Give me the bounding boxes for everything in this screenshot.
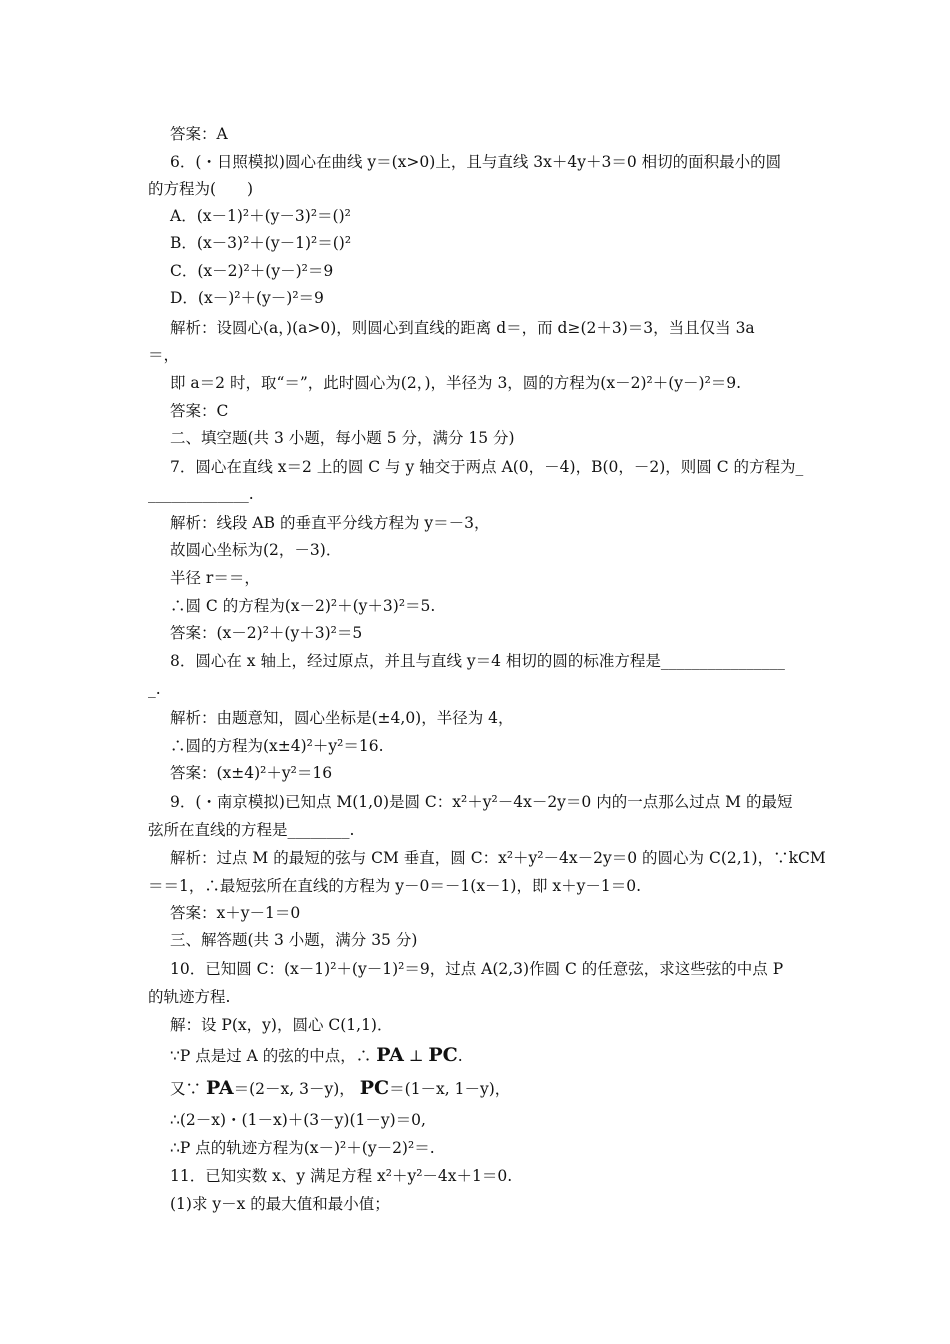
q7-line1: 7．圆心在直线 x＝2 上的圆 C 与 y 轴交于两点 A(0，－4)，B(0，－2)，则圆 C 的方程为_ (170, 458, 804, 476)
q7-line2: _____________. (148, 485, 254, 503)
q7-analysis-line4: ∴圆 C 的方程为(x－2)²＋(y＋3)²＝5. (170, 597, 436, 615)
q10-line2: 的轨迹方程. (148, 988, 231, 1006)
answer-7: 答案：(x－2)²＋(y＋3)²＝5 (170, 624, 363, 642)
vector-pa-2: PA (205, 1077, 234, 1099)
q8-line2: _. (148, 680, 161, 698)
q6-option-b: B．(x－3)²＋(y－1)²＝()² (170, 234, 352, 252)
q10-solution-line4: ∴(2－x)・(1－x)＋(3－y)(1－y)＝0, (170, 1111, 426, 1129)
answer-6: 答案：C (170, 402, 229, 420)
q8-analysis-line2: ∴圆的方程为(x±4)²＋y²＝16. (170, 737, 384, 755)
section-2-heading: 二、填空题(共 3 小题，每小题 5 分，满分 15 分) (170, 429, 515, 447)
q6-line2: 的方程为( ) (148, 180, 254, 198)
q9-line2: 弦所在直线的方程是________. (148, 821, 355, 839)
q10-solution-line5: ∴P 点的轨迹方程为(x－)²＋(y－2)²＝. (170, 1139, 435, 1157)
q7-analysis-line1: 解析：线段 AB 的垂直平分线方程为 y＝－3， (170, 514, 490, 532)
q7-analysis-line2: 故圆心坐标为(2，－3)． (170, 541, 342, 559)
q9-analysis-line1: 解析：过点 M 的最短的弦与 CM 垂直，圆 C：x²＋y²－4x－2y＝0 的圆心为 C(2,1)，∵kCM (170, 849, 826, 867)
vector-pc: PC (428, 1044, 458, 1066)
vector-pa: PA (376, 1044, 404, 1066)
answer-9: 答案：x＋y－1＝0 (170, 904, 301, 922)
q6-analysis-line1: 解析：设圆心(a，)(a>0)，则圆心到直线的距离 d＝，而 d≥(2＋3)＝3，当且仅当 3a (170, 319, 755, 337)
q10-line1: 10．已知圆 C：(x－1)²＋(y－1)²＝9，过点 A(2,3)作圆 C 的任意弦，求这些弦的中点 P (170, 960, 784, 978)
q10-solution-line3 (170, 1078, 510, 1099)
q9-analysis-line2: ＝＝1，∴最短弦所在直线的方程为 y－0＝－1(x－1)，即 x＋y－1＝0. (148, 877, 642, 895)
q11-part1: (1)求 y－x 的最大值和最小值； (170, 1195, 390, 1213)
q7-analysis-line3: 半径 r＝＝， (170, 569, 260, 587)
q10-solution-line3-text: 又∵ (170, 1080, 202, 1098)
q8-line1: 8．圆心在 x 轴上，经过原点，并且与直线 y＝4 相切的圆的标准方程是________________ (170, 652, 785, 670)
q6-option-a: A．(x－1)²＋(y－3)²＝()² (170, 207, 351, 225)
q6-option-c: C．(x－2)²＋(y－)²＝9 (170, 262, 334, 280)
vector-pc-2: PC (359, 1077, 390, 1099)
answer-8: 答案：(x±4)²＋y²＝16 (170, 764, 333, 782)
q6-analysis-line2: ＝， (148, 346, 180, 364)
q6-line1: 6．(・日照模拟)圆心在曲线 y＝(x>0)上，且与直线 3x＋4y＋3＝0 相切的面积最小的圆 (170, 153, 782, 171)
vector-pc-value: ＝(1－x, 1－y)， (389, 1080, 511, 1098)
q9-line1: 9．(・南京模拟)已知点 M(1,0)是圆 C：x²＋y²－4x－2y＝0 内的一点那么过点 M 的最短 (170, 793, 793, 811)
answer-5: 答案：A (170, 125, 228, 143)
section-3-heading: 三、解答题(共 3 小题，满分 35 分) (170, 931, 418, 949)
q10-solution-line1: 解：设 P(x，y)，圆心 C(1,1)． (170, 1016, 393, 1034)
q8-analysis-line1: 解析：由题意知，圆心坐标是(±4,0)，半径为 4， (170, 709, 514, 727)
vector-pa-value: ＝(2－x, 3－y)， (233, 1080, 355, 1098)
q6-option-d: D．(x－)²＋(y－)²＝9 (170, 289, 324, 307)
q10-solution-line2: ∵P 点是过 A 的弦的中点，∴ PA ⊥ PC. (170, 1044, 463, 1066)
q10-solution-line2-text: ∵P 点是过 A 的弦的中点，∴ (170, 1047, 372, 1065)
q6-analysis-line3: 即 a＝2 时，取“＝”，此时圆心为(2，)，半径为 3，圆的方程为(x－2)²＋(y－)²＝9. (170, 374, 742, 392)
perp-symbol: ⊥ (408, 1047, 424, 1065)
q11-line1: 11．已知实数 x、y 满足方程 x²＋y²－4x＋1＝0. (170, 1167, 513, 1185)
